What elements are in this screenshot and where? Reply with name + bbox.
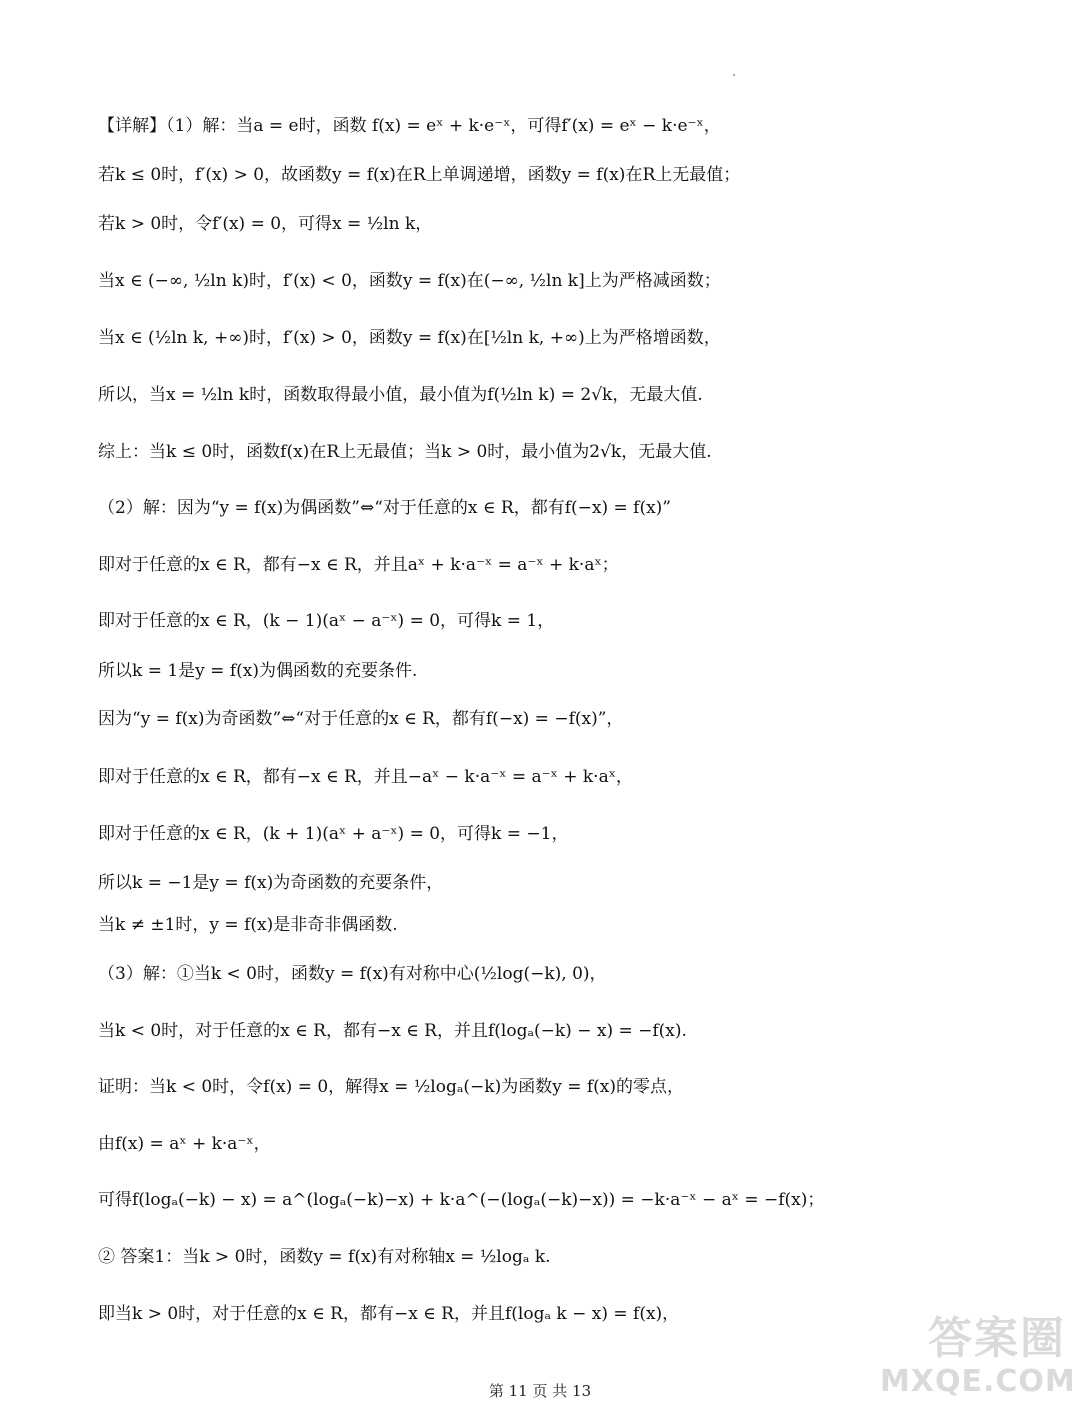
solution-line-6: 所以，当x = ½ln k时，函数取得最小值，最小值为f(½ln k) = 2√k，无最大值. [98,385,703,405]
solution-line-20: 由f(x) = aˣ + k·a⁻ˣ， [98,1134,271,1154]
solution-line-2: 若k ≤ 0时，f′(x) > 0，故函数y = f(x)在R上单调递增，函数y = f(x)在R上无最值； [98,165,741,185]
solution-line-17: （3）解：①当k < 0时，函数y = f(x)有对称中心(½log(−k), 0)， [98,964,607,984]
solution-line-13: 即对于任意的x ∈ R，都有−x ∈ R，并且−aˣ − k·a⁻ˣ = a⁻ˣ + k·aˣ， [98,767,633,787]
page-footer: 第 11 页 共 13 [488,1382,592,1400]
solution-line-16: 当k ≠ ±1时，y = f(x)是非奇非偶函数. [98,915,398,935]
solution-line-15: 所以k = −1是y = f(x)为奇函数的充要条件， [98,873,444,893]
solution-line-18: 当k < 0时，对于任意的x ∈ R，都有−x ∈ R，并且f(logₐ(−k) − x) = −f(x). [98,1021,687,1041]
solution-line-21: 可得f(logₐ(−k) − x) = a^(logₐ(−k)−x) + k·a^(−(logₐ(−k)−x)) = −k·a⁻ˣ − aˣ = −f(x)； [98,1190,825,1210]
solution-line-5: 当x ∈ (½ln k, +∞)时，f′(x) > 0，函数y = f(x)在[½ln k, +∞)上为严格增函数， [98,328,721,348]
solution-line-22: ② 答案1：当k > 0时，函数y = f(x)有对称轴x = ½logₐ k. [98,1247,551,1267]
watermark-domain: MXQE.COM [880,1364,1076,1399]
solution-line-1: 【详解】（1）解：当a = e时，函数 f(x) = eˣ + k·e⁻ˣ，可得f′(x) = eˣ − k·e⁻ˣ， [98,116,721,136]
solution-line-11: 所以k = 1是y = f(x)为偶函数的充要条件. [98,661,418,681]
solution-line-7: 综上：当k ≤ 0时，函数f(x)在R上无最值；当k > 0时，最小值为2√k，无最大值. [98,442,712,462]
solution-line-3: 若k > 0时，令f′(x) = 0，可得x = ½ln k， [98,214,433,234]
solution-line-4: 当x ∈ (−∞, ½ln k)时，f′(x) < 0，函数y = f(x)在(−∞, ½ln k]上为严格减函数； [98,271,721,291]
site-watermark [880,1313,1076,1405]
scan-speck [733,74,735,76]
solution-line-8: （2）解：因为“y = f(x)为偶函数”⇔“对于任意的x ∈ R，都有f(−x) = f(x)” [98,498,671,518]
solution-line-14: 即对于任意的x ∈ R，(k + 1)(aˣ + a⁻ˣ) = 0，可得k = −1， [98,824,569,844]
solution-line-10: 即对于任意的x ∈ R，(k − 1)(aˣ − a⁻ˣ) = 0，可得k = 1， [98,611,555,631]
solution-line-19: 证明：当k < 0时，令f(x) = 0，解得x = ½logₐ(−k)为函数y = f(x)的零点， [98,1077,685,1097]
solution-line-9: 即对于任意的x ∈ R，都有−x ∈ R，并且aˣ + k·a⁻ˣ = a⁻ˣ + k·aˣ； [98,555,619,575]
solution-line-12: 因为“y = f(x)为奇函数”⇔“对于任意的x ∈ R，都有f(−x) = −f(x)”， [98,709,624,729]
solution-line-23: 即当k > 0时，对于任意的x ∈ R，都有−x ∈ R，并且f(logₐ k − x) = f(x)， [98,1304,680,1324]
watermark-logo-text: 答案圈 [928,1313,1066,1364]
